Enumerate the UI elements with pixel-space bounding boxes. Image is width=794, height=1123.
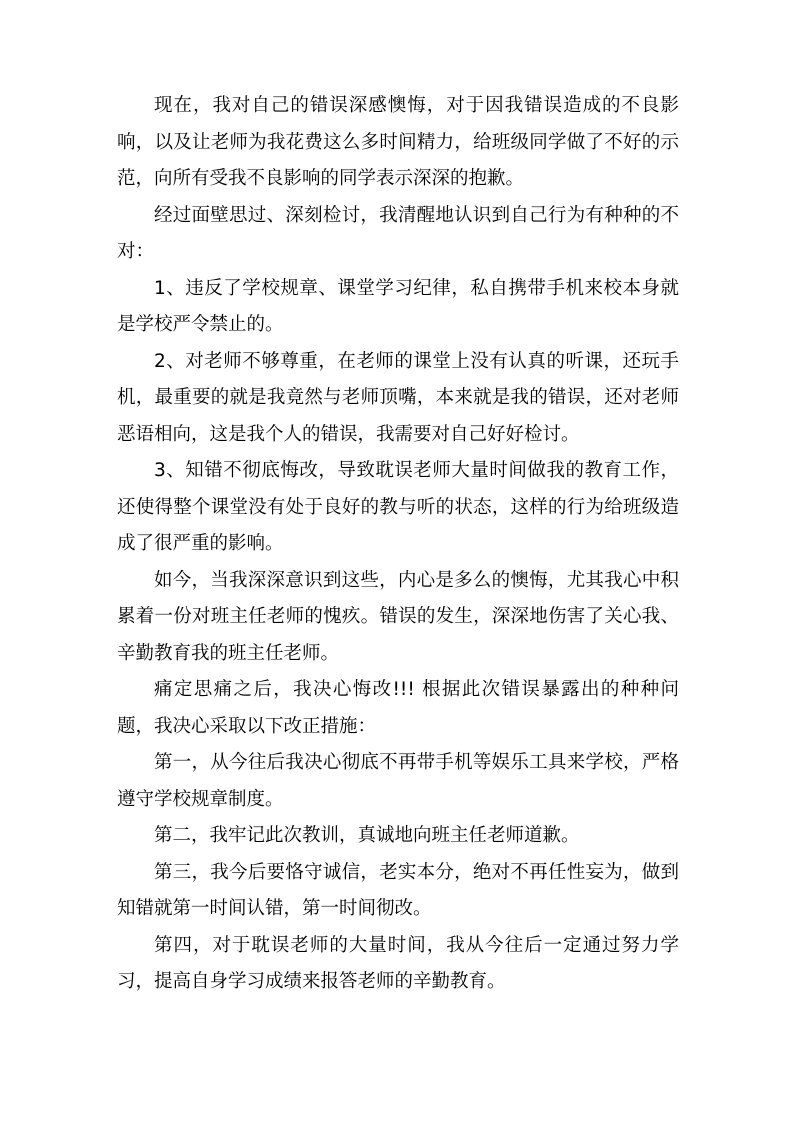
- paragraph-measure-1: 第一，从今往后我决心彻底不再带手机等娱乐工具来学校，严格遵守学校规章制度。: [117, 752, 679, 810]
- document-body: [117, 88, 679, 1001]
- paragraph-point-3: 3、知错不彻底悔改，导致耽误老师大量时间做我的教育工作，还使得整个课堂没有处于良好的教与听的状态，这样的行为给班级造成了很严重的影响。: [117, 460, 679, 554]
- paragraph-apology: 现在，我对自己的错误深感懊悔，对于因我错误造成的不良影响，以及让老师为我花费这么多时间精力，给班级同学做了不好的示范，向所有受我不良影响的同学表示深深的抱歉。: [117, 95, 679, 189]
- paragraph-measure-4: 第四，对于耽误老师的大量时间，我从今往后一定通过努力学习，提高自身学习成绩来报答老师的辛勤教育。: [117, 934, 679, 992]
- paragraph-measure-2: 第二，我牢记此次教训，真诚地向班主任老师道歉。: [154, 825, 580, 846]
- paragraph-remorse: 如今，当我深深意识到这些，内心是多么的懊悔，尤其我心中积累着一份对班主任老师的愧疚。错误的发生，深深地伤害了关心我、辛勤教育我的班主任老师。: [117, 569, 679, 664]
- paragraph-reflection-intro: 经过面壁思过、深刻检讨，我清醒地认识到自己行为有种种的不对：: [117, 204, 679, 262]
- paragraph-measure-3: 第三，我今后要恪守诚信，老实本分，绝对不再任性妄为，做到知错就第一时间认错，第一时间彻改。: [117, 861, 679, 919]
- paragraph-point-1: 1、违反了学校规章、课堂学习纪律，私自携带手机来校本身就是学校严令禁止的。: [117, 277, 679, 335]
- paragraph-resolve: 痛定思痛之后，我决心悔改!!! 根据此次错误暴露出的种种问题，我决心采取以下改正措施：: [117, 679, 679, 737]
- paragraph-point-2: 2、对老师不够尊重，在老师的课堂上没有认真的听课，还玩手机，最重要的就是我竟然与老师顶嘴，本来就是我的错误，还对老师恶语相向，这是我个人的错误，我需要对自己好好检讨。: [117, 350, 679, 445]
